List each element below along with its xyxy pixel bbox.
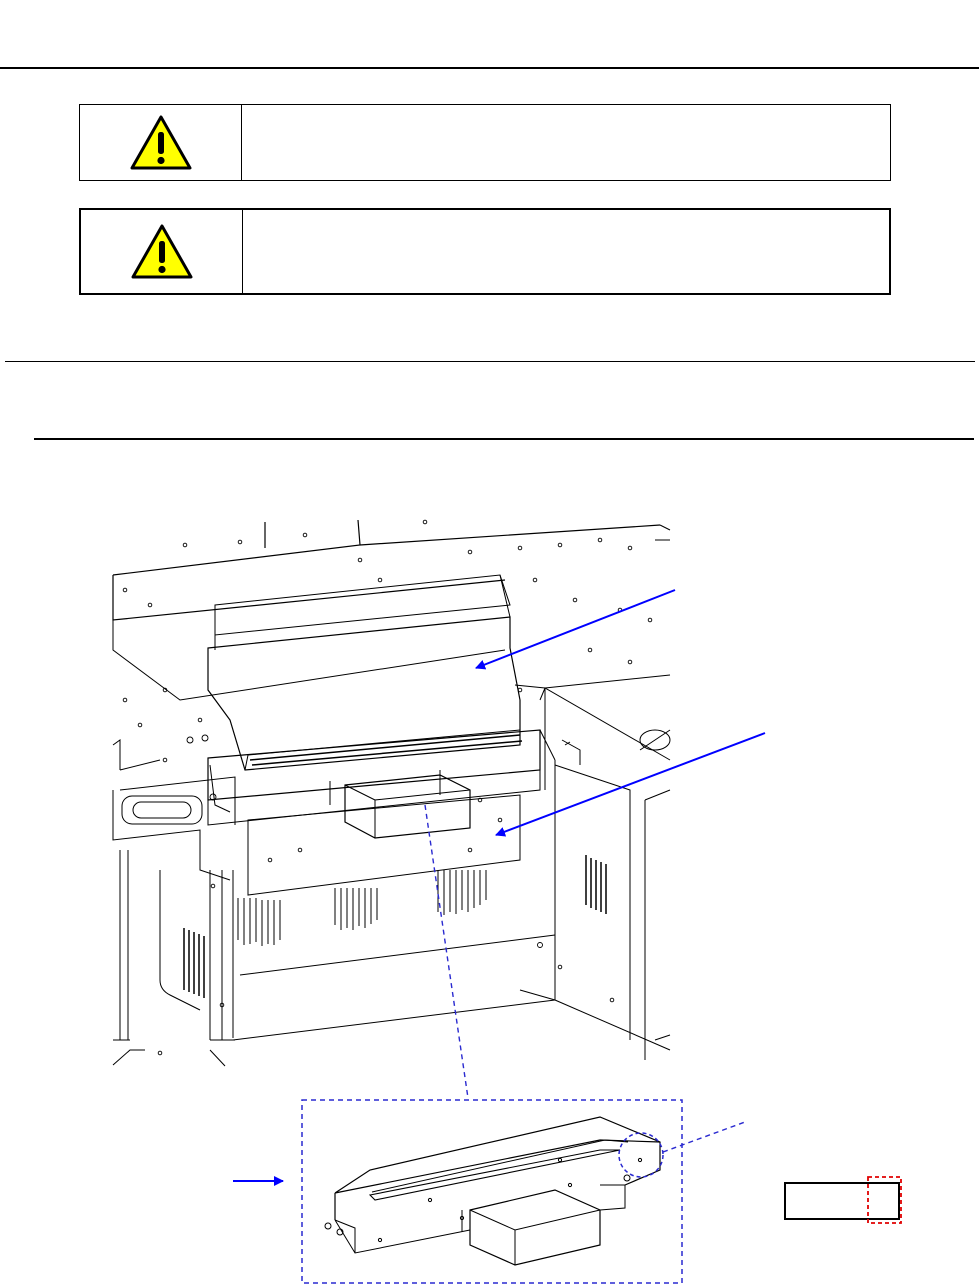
- detail-magnifier-circle: [619, 1133, 663, 1177]
- magnifier-leader-line: [663, 1122, 745, 1152]
- head-unit-detail-drawing: [325, 1117, 660, 1265]
- detail-leader-line: [425, 805, 468, 1098]
- reference-rectangle: [785, 1183, 899, 1219]
- machine-assembly-drawing: [113, 520, 670, 1066]
